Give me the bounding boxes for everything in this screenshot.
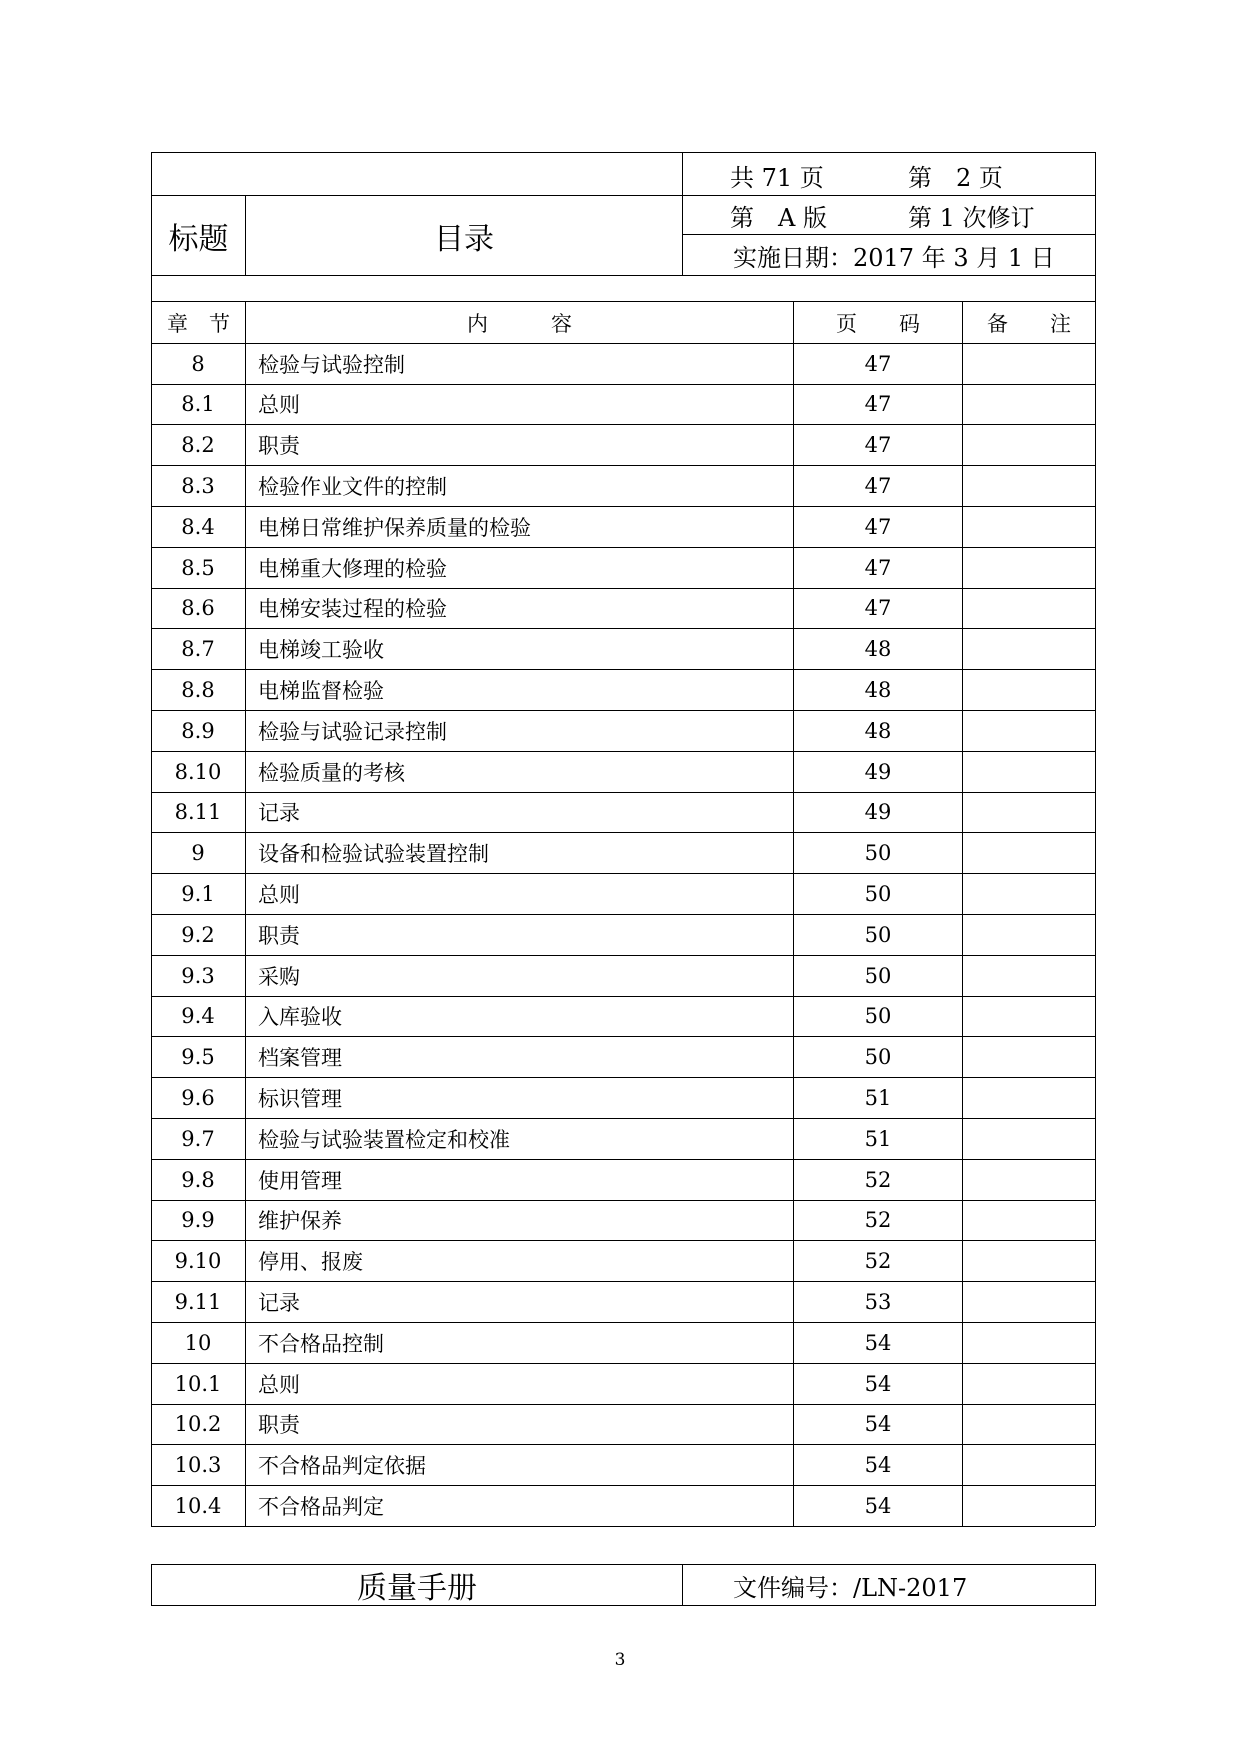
remark-cell [963,793,1095,833]
remark-cell [963,425,1095,465]
content-text: 检验与试验装置检定和校准 [258,1127,510,1152]
page-number: 3 [614,1650,626,1670]
content-text: 检验质量的考核 [258,760,405,785]
chapter-number: 8.7 [181,637,215,662]
remark-cell [963,833,1095,873]
chapter-number: 8.1 [181,392,215,417]
remark-cell [963,1037,1095,1077]
remark-cell [963,874,1095,914]
page-number-cell: 52 [864,1208,892,1233]
chapter-number: 8.2 [181,433,215,458]
content-text: 标识管理 [258,1087,342,1112]
chapter-number: 9.6 [181,1086,215,1111]
table-column-line [1095,302,1096,1526]
remark-cell [963,752,1095,792]
col-header-remark: 备 注 [987,311,1071,336]
chapter-number: 9 [191,841,205,866]
chapter-number: 9.8 [181,1167,215,1192]
chapter-number: 9.5 [181,1045,215,1070]
manual-title: 质量手册 [357,1571,477,1606]
content-text: 总则 [258,393,300,418]
remark-cell [963,1282,1095,1322]
remark-cell [963,507,1095,547]
remark-cell [963,1160,1095,1200]
content-text: 检验与试验控制 [258,352,405,377]
effective-date: 实施日期：2017 年 3 月 1 日 [733,244,1055,272]
chapter-number: 9.1 [181,882,215,907]
chapter-number: 9.7 [181,1126,215,1151]
page-number-cell: 50 [864,1004,892,1029]
content-text: 不合格品判定依据 [258,1454,426,1479]
content-text: 记录 [258,801,300,826]
content-text: 职责 [258,434,300,459]
remark-cell [963,548,1095,588]
page-number-cell: 52 [864,1249,892,1274]
content-text: 职责 [258,1413,300,1438]
remark-cell [963,1364,1095,1404]
chapter-number: 9.3 [181,963,215,988]
page-number-cell: 50 [864,963,892,988]
remark-cell [963,670,1095,710]
content-text: 职责 [258,923,300,948]
page-total: 共 71 页 [730,163,824,192]
doc-number: 文件编号：/LN-2017 [733,1573,968,1602]
page-number-cell: 47 [864,514,892,539]
content-text: 电梯安装过程的检验 [258,597,447,622]
chapter-number: 8.4 [181,514,215,539]
page-number-cell: 54 [864,1330,892,1355]
header-top-border [151,152,1096,153]
remark-cell [963,1078,1095,1118]
remark-cell [963,997,1095,1037]
page-current: 第 2 页 [908,163,1003,192]
chapter-number: 8.8 [181,678,215,703]
content-text: 使用管理 [258,1168,342,1193]
remark-cell [963,1241,1095,1281]
page-number-cell: 47 [864,555,892,580]
content-text: 电梯竣工验收 [258,638,384,663]
remark-cell [963,1405,1095,1445]
header-divider [682,234,1096,235]
col-header-content: 内 容 [467,311,572,336]
chapter-number: 10.3 [174,1453,222,1478]
remark-cell [963,915,1095,955]
chapter-number: 10.2 [174,1412,222,1437]
content-text: 入库验收 [258,1005,342,1030]
edition: 第 A 版 [730,203,827,232]
col-header-chapter: 章 节 [167,311,230,336]
chapter-number: 9.4 [181,1004,215,1029]
remark-cell [963,1201,1095,1241]
chapter-number: 10.4 [174,1494,222,1519]
header-divider [151,301,1096,302]
footer-divider [682,1564,683,1606]
remark-cell [963,589,1095,629]
remark-cell [963,344,1095,384]
content-text: 不合格品判定 [258,1495,384,1520]
content-text: 检验作业文件的控制 [258,475,447,500]
content-text: 记录 [258,1291,300,1316]
page-number-cell: 48 [864,678,892,703]
page-number-cell: 47 [864,392,892,417]
chapter-number: 9.11 [174,1290,222,1315]
remark-cell [963,956,1095,996]
content-text: 档案管理 [258,1046,342,1071]
chapter-number: 8.9 [181,718,215,743]
page-number-cell: 48 [864,718,892,743]
page-number-cell: 50 [864,882,892,907]
content-text: 总则 [258,883,300,908]
footer-bottom-border [151,1605,1096,1606]
remark-cell [963,1119,1095,1159]
content-text: 检验与试验记录控制 [258,719,447,744]
page-number-cell: 50 [864,922,892,947]
chapter-number: 8.11 [174,800,222,825]
remark-cell [963,466,1095,506]
remark-cell [963,629,1095,669]
chapter-number: 8.6 [181,596,215,621]
chapter-number: 8.10 [174,759,222,784]
content-text: 总则 [258,1372,300,1397]
chapter-number: 10.1 [174,1371,222,1396]
remark-cell [963,385,1095,425]
page-number-cell: 54 [864,1412,892,1437]
header-right-border [1095,152,1096,302]
page-number-cell: 47 [864,433,892,458]
content-text: 电梯日常维护保养质量的检验 [258,515,531,540]
content-text: 电梯监督检验 [258,679,384,704]
remark-cell [963,1323,1095,1363]
page-number-cell: 54 [864,1371,892,1396]
page-number-cell: 47 [864,351,892,376]
page-number-cell: 50 [864,1045,892,1070]
page-number-cell: 48 [864,637,892,662]
title-label: 标题 [168,221,229,257]
chapter-number: 9.2 [181,922,215,947]
content-text: 维护保养 [258,1209,342,1234]
remark-cell [963,1445,1095,1485]
header-divider [151,275,1096,276]
page-number-cell: 49 [864,800,892,825]
page-number-cell: 51 [864,1086,892,1111]
content-text: 采购 [258,964,300,989]
chapter-number: 8.5 [181,555,215,580]
remark-cell [963,1486,1095,1526]
content-text: 停用、报废 [258,1250,363,1275]
page-number-cell: 50 [864,841,892,866]
page-number-cell: 52 [864,1167,892,1192]
content-text: 电梯重大修理的检验 [258,556,447,581]
page-number-cell: 47 [864,596,892,621]
page-number-cell: 54 [864,1453,892,1478]
col-header-page: 页 码 [836,311,920,336]
chapter-number: 10 [184,1330,212,1355]
page-number-cell: 51 [864,1126,892,1151]
remark-cell [963,711,1095,751]
content-text: 不合格品控制 [258,1331,384,1356]
chapter-number: 8 [191,351,205,376]
footer-right-border [1095,1564,1096,1606]
chapter-number: 9.10 [174,1249,222,1274]
chapter-number: 8.3 [181,474,215,499]
page-title: 目录 [434,221,494,257]
page-number-cell: 54 [864,1494,892,1519]
page-number-cell: 47 [864,474,892,499]
table-row-line [151,1526,1095,1527]
header-divider [682,152,683,276]
content-text: 设备和检验试验装置控制 [258,842,489,867]
page-number-cell: 53 [864,1290,892,1315]
chapter-number: 9.9 [181,1208,215,1233]
revision: 第 1 次修订 [908,203,1035,232]
page-number-cell: 49 [864,759,892,784]
